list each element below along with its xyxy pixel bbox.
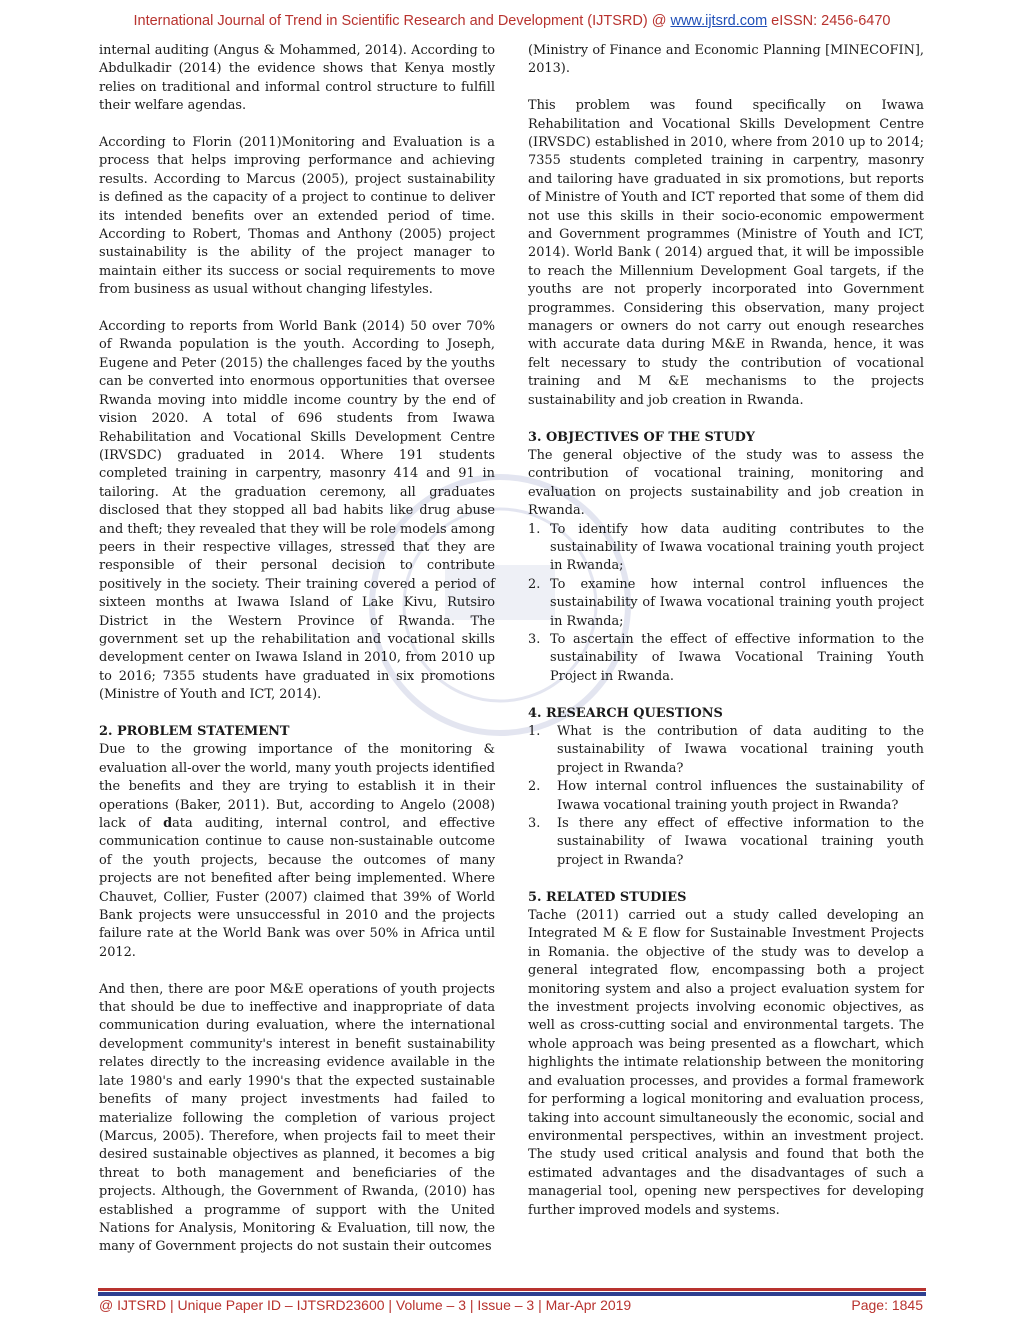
list-item: 3. Is there any effect of effective information to the sustainability of Iwawa vocational training youth project in Rwanda? xyxy=(528,816,924,868)
objectives-list xyxy=(528,521,924,687)
issn-label: eISSN: 2456-6470 xyxy=(767,13,891,29)
list-item: 2. To examine how internal control influences the sustainability of Iwawa vocational training youth project in Rwanda; xyxy=(528,576,924,629)
footer-citation: @ IJTSRD | Unique Paper ID – IJTSRD23600 | Volume – 3 | Issue – 3 | Mar-Apr 2019 xyxy=(99,1297,632,1313)
body-paragraph: According to Florin (2011)Monitoring and Evaluation is a process that helps improving performance and achieving results. According to Marcus (2005), project sustainability is defined as the capacity of a project to continue to deliver its intended benefits over an extended period of time. According to Robert, Thomas and Anthony (2005) project sustainability is the ability of the project manager to maintain either its success or social requirements to move from business as usual without changing lifestyles. xyxy=(99,135,495,298)
body-paragraph: (Ministry of Finance and Economic Planning [MINECOFIN], 2013). xyxy=(528,43,924,77)
body-paragraph: The general objective of the study was to assess the contribution of vocational training, monitoring and evaluation on projects sustainability and job creation in Rwanda. xyxy=(528,447,924,519)
list-item: 1. To identify how data auditing contributes to the sustainability of Iwawa vocational training youth project in Rwanda; xyxy=(528,521,924,574)
left-column xyxy=(99,42,495,1257)
section-heading-problem-statement: 2. PROBLEM STATEMENT xyxy=(99,723,290,739)
list-item: 1. What is the contribution of data auditing to the sustainability of Iwawa vocational training youth project in Rwanda? xyxy=(528,723,924,776)
section-heading-research-questions: 4. RESEARCH QUESTIONS xyxy=(528,705,723,721)
body-paragraph: According to reports from World Bank (2014) 50 over 70% of Rwanda population is the youth. According to Joseph, Eugene and Peter (2015) the challenges faced by the youths can be converted into enormous opportunities that oversee Rwanda moving into middle income country by the end of vision 2020. A total of 696 students from Iwawa Rehabilitation and Vocational Skills Development Centre (IRVSDC) graduated in 2014. Where 191 students completed training in carpentry, masonry 414 and 91 in tailoring. At the graduation ceremony, all graduates disclosed that they stopped all bad habits like drug abuse and theft; they revealed that they will be role models among peers in their respective villages, stressed that they are responsible of their personal decision to contribute positively in the society. Their training covered a period of sixteen months at Iwawa Island of Lake Kivu, Rutsiro District in the Western Province of Rwanda. The government set up the rehabilitation and vocational skills development center on Iwawa Island in 2010, from 2010 up to 2016; 7355 students have graduated in six promotions (Ministre of Youth and ICT, 2014). xyxy=(99,319,495,703)
right-column xyxy=(528,42,924,1220)
section-heading-objectives: 3. OBJECTIVES OF THE STUDY xyxy=(528,429,755,445)
journal-website-link[interactable]: www.ijtsrd.com xyxy=(670,13,768,29)
list-item: 2. How internal control influences the sustainability of Iwawa vocational training youth project in Rwanda? xyxy=(528,779,924,813)
running-footer xyxy=(99,1297,923,1313)
body-paragraph: This problem was found specifically on Iwawa Rehabilitation and Vocational Skills Development Centre (IRVSDC) established in 2010, where from 2010 up to 2014; 7355 students completed training in carpentry, masonry and tailoring have graduated in six promotions, but reports of Ministre of Youth and ICT reported that some of them did not use this skills in their socio-economic empowerment and Government programmes (Ministre of Youth and ICT, 2014). World Bank ( 2014) argued that, it will be impossible to reach the Millennium Development Goal targets, if the youths are not properly incorporated into Government programmes. Considering this observation, many project managers or owners do not carry out enough researches with accurate data during M&E in Rwanda, hence, it was felt necessary to study the contribution of vocational training and M &E mechanisms to the projects sustainability and job creation in Rwanda. xyxy=(528,98,924,408)
journal-title: International Journal of Trend in Scientific Research and Development (IJTSRD) @ xyxy=(133,13,671,29)
page-number: Page: 1845 xyxy=(851,1297,923,1313)
bold-letter: d xyxy=(163,816,173,832)
running-header xyxy=(0,13,1024,29)
footer-divider-blue xyxy=(98,1292,926,1296)
body-paragraph: Due to the growing importance of the monitoring & evaluation all-over the world, many youth projects identified the benefits and they are trying to establish it in their operations (Baker, 2011). But, according to Angelo (2008) lack of data auditing, internal control, and effective communication continue to cause non-sustainable outcome of the youth projects, because the outcomes of many projects are not benefited after being implemented. Where Chauvet, Collier, Fuster (2007) claimed that 39% of World Bank projects were unsuccessful in 2010 and the projects failure rate at the World Bank was over 50% in Africa until 2012. xyxy=(99,742,495,960)
footer-divider-red xyxy=(98,1288,926,1291)
body-paragraph: internal auditing (Angus & Mohammed, 2014). According to Abdulkadir (2014) the evidence shows that Kenya mostly relies on traditional and informal control structure to fulfill their welfare agendas. xyxy=(99,43,495,114)
research-questions-list xyxy=(528,723,924,870)
list-item: 3. To ascertain the effect of effective information to the sustainability of Iwawa Vocational Training Youth Project in Rwanda. xyxy=(528,631,924,684)
body-paragraph: Tache (2011) carried out a study called developing an Integrated M & E flow for Sustainable Investment Projects in Romania. the objective of the study was to develop a general integrated flow, encompassing both a project monitoring system and also a project evaluation system for the investment projects involving economic objectives, as well as cross-cutting social and environmental targets. The whole approach was being presented as a flowchart, which highlights the intimate relationship between the monitoring and evaluation processes, and provides a formal framework for performing a logical monitoring and evaluation process, taking into account simultaneously the economic, social and environmental perspectives, within an investment project. The study used critical analysis and found that both the estimated advantages and the disadvantages of such a managerial tool, opening new perspectives for developing further improved models and systems. xyxy=(528,908,924,1218)
section-heading-related-studies: 5. RELATED STUDIES xyxy=(528,889,687,905)
body-paragraph: And then, there are poor M&E operations of youth projects that should be due to ineffective and inappropriate of data communication during evaluation, where the international development community's interest in benefit sustainability relates directly to the increasing evidence available in the late 1980's and early 1990's that the expected sustainable benefits of many project investments had failed to materialize following the completion of various project (Marcus, 2005). Therefore, when projects fail to meet their desired sustainable objectives as planned, it becomes a big threat to both management and beneficiaries of the projects. Although, the Government of Rwanda, (2010) has established a programme of support with the United Nations for Analysis, Monitoring & Evaluation, till now, the many of Government projects do not sustain their outcomes xyxy=(99,981,495,1255)
